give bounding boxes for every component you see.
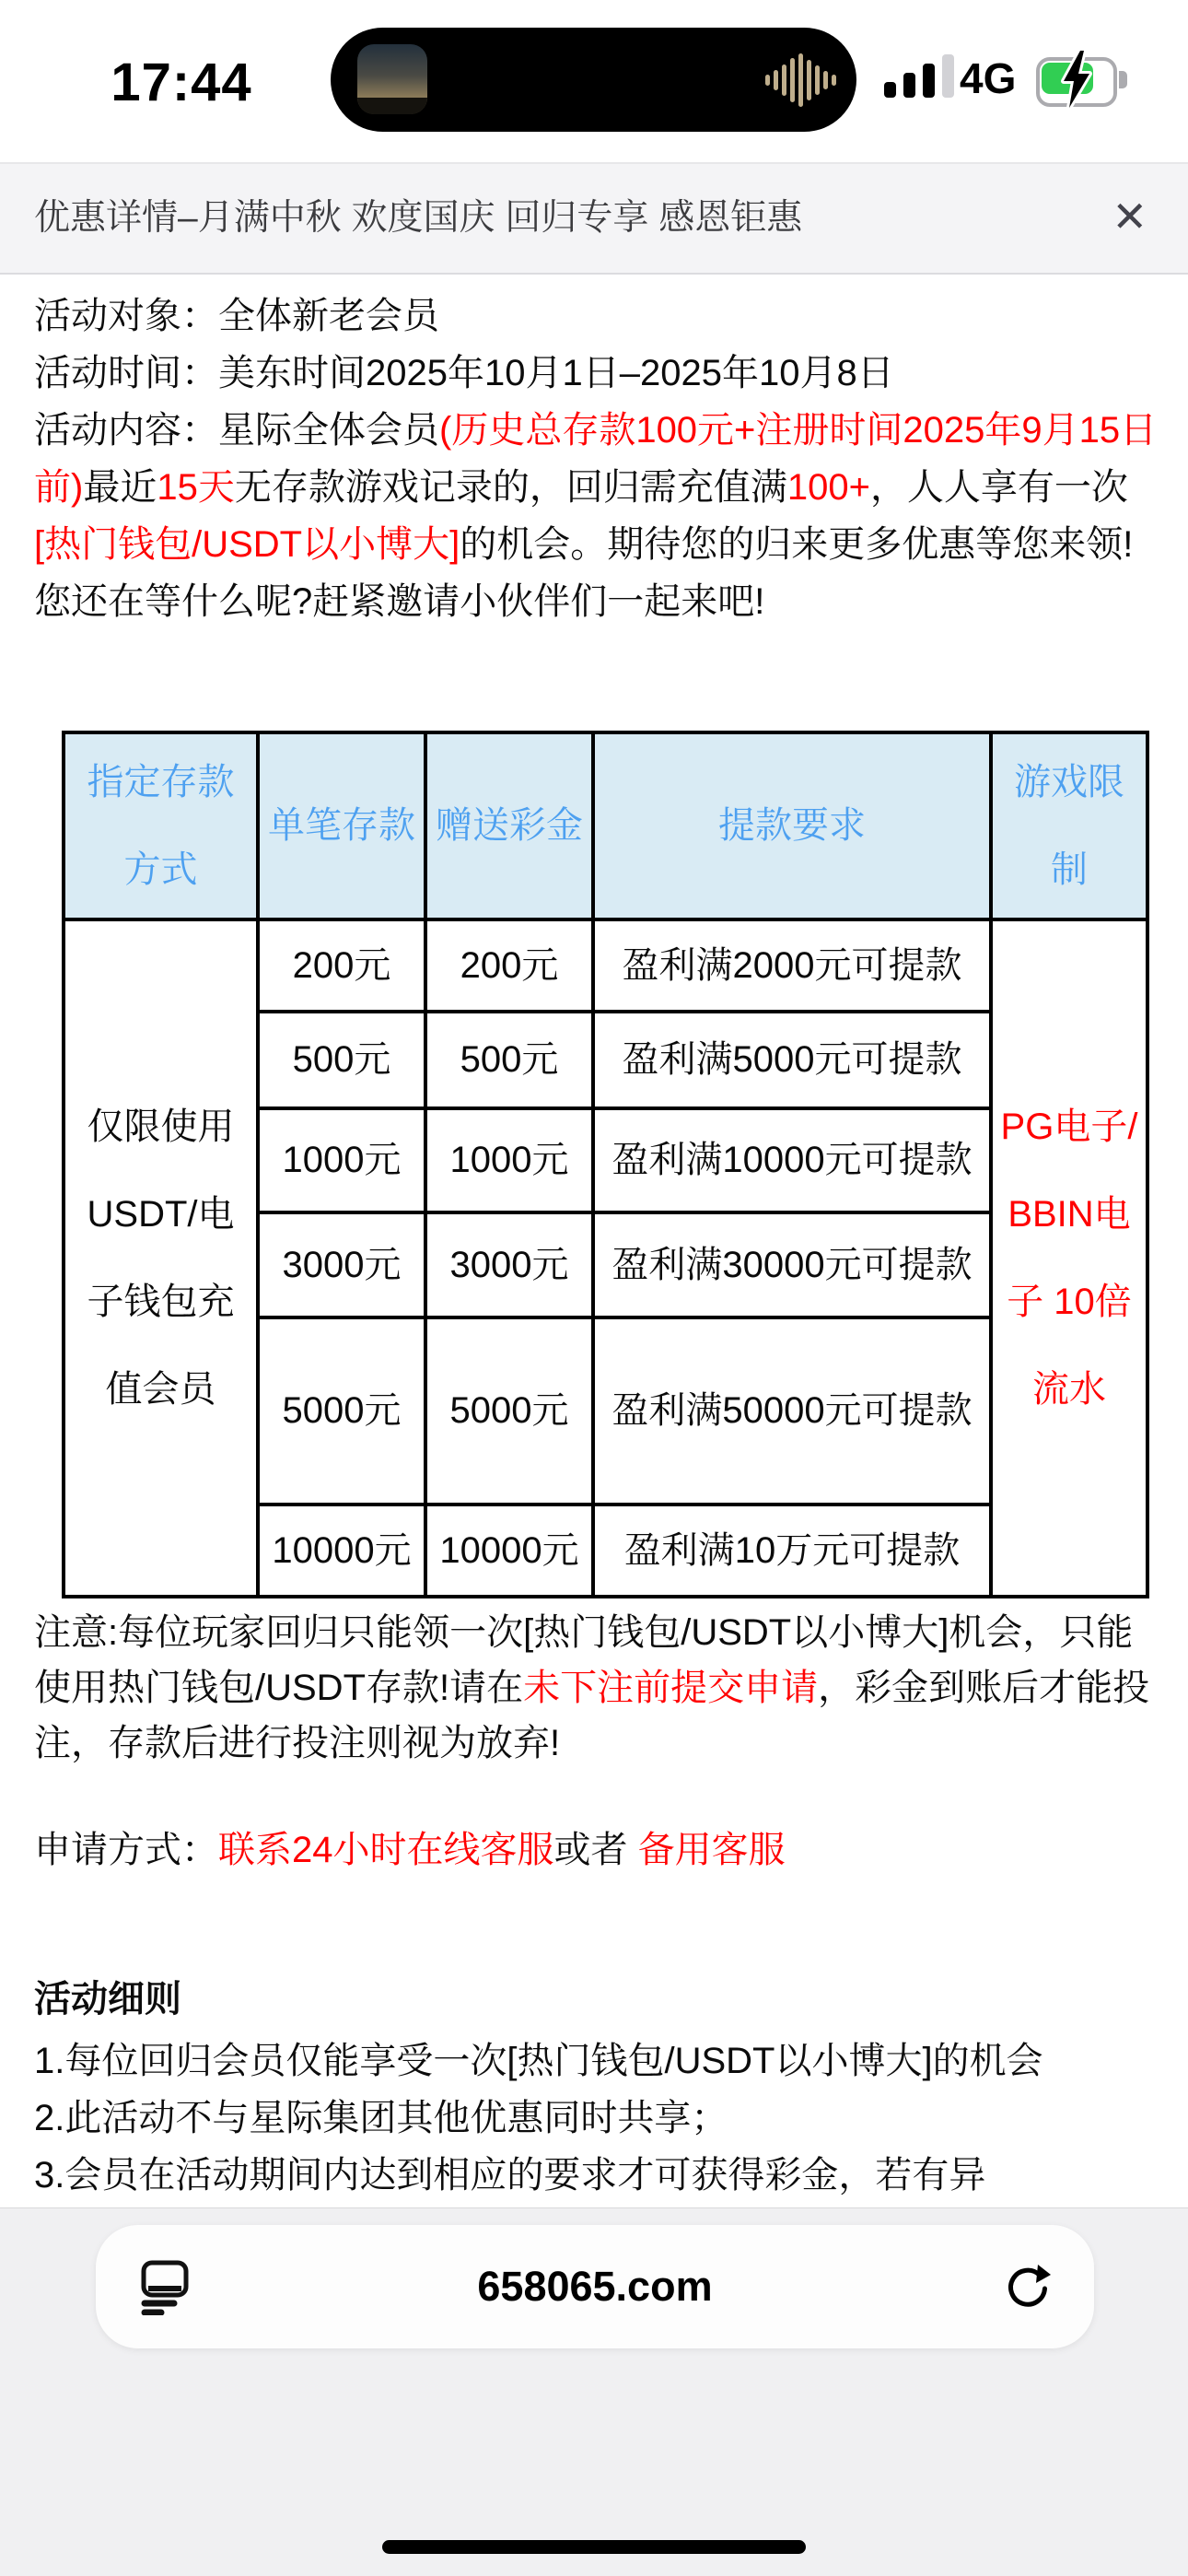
col-header-payment-method: 指定存款方式 — [64, 732, 258, 919]
rule-item: 2.此活动不与星际集团其他优惠同时共享； — [34, 2098, 728, 2138]
payment-scope-cell: 仅限使用USDT/电子钱包充值会员 — [64, 919, 258, 1597]
withdraw-cell: 盈利满10000元可提款 — [593, 1108, 991, 1212]
col-header-single-deposit: 单笔存款 — [258, 732, 425, 919]
bonus-cell: 10000元 — [425, 1505, 593, 1597]
col-header-bonus: 赠送彩金 — [425, 732, 593, 919]
table-header-row — [64, 732, 1147, 919]
deposit-bonus-table — [62, 731, 1149, 1598]
promo-content — [0, 275, 1188, 2207]
rules-heading: 活动细则 — [34, 1979, 181, 2020]
home-indicator[interactable] — [382, 2540, 806, 2554]
now-playing-album-art — [357, 44, 427, 114]
withdraw-cell: 盈利满30000元可提款 — [593, 1212, 991, 1317]
withdraw-cell: 盈利满2000元可提款 — [593, 919, 991, 1012]
address-bar[interactable] — [96, 2225, 1094, 2348]
url-text: 658065.com — [477, 2263, 713, 2310]
rules-list — [34, 2032, 1158, 2204]
close-icon[interactable]: ✕ — [1112, 193, 1147, 240]
game-limit-cell: PG电子/ BBIN电子 10倍流水 — [991, 919, 1147, 1597]
bonus-cell: 200元 — [425, 919, 593, 1012]
table-row — [64, 919, 1147, 1012]
deposit-cell: 5000元 — [258, 1317, 425, 1505]
bonus-cell: 500元 — [425, 1012, 593, 1108]
rule-item: 1.每位回归会员仅能享受一次[热门钱包/USDT以小博大]的机会 — [34, 2041, 1043, 2081]
deposit-cell: 3000元 — [258, 1212, 425, 1317]
reload-icon[interactable] — [1002, 2260, 1055, 2313]
withdraw-cell: 盈利满5000元可提款 — [593, 1012, 991, 1108]
status-bar — [0, 0, 1188, 162]
note-paragraph: 注意:每位玩家回归只能领一次[热门钱包/USDT以小博大]机会，只能使用热门钱包/USDT存款!请在未下注前提交申请，彩金到账后才能投注，存款后进行投注则视为放弃! — [34, 1612, 1150, 1763]
deposit-cell: 10000元 — [258, 1505, 425, 1597]
promo-modal-header — [0, 162, 1188, 275]
bonus-cell: 3000元 — [425, 1212, 593, 1317]
promo-info — [34, 287, 1158, 630]
col-header-withdraw-requirement: 提款要求 — [593, 732, 991, 919]
deposit-cell: 1000元 — [258, 1108, 425, 1212]
time-line: 活动时间：美东时间2025年10月1日–2025年10月8日 — [34, 353, 894, 393]
battery-charging-icon — [1036, 57, 1128, 101]
withdraw-cell: 盈利满10万元可提款 — [593, 1505, 991, 1597]
audio-waveform-icon — [765, 28, 836, 132]
audience-line: 活动对象：全体新老会员 — [34, 296, 439, 336]
page-title: 优惠详情–月满中秋 欢度国庆 回归专享 感恩钜惠 — [34, 198, 803, 238]
bonus-cell: 1000元 — [425, 1108, 593, 1212]
withdraw-cell: 盈利满50000元可提款 — [593, 1317, 991, 1505]
content-paragraph: 活动内容：星际全体会员(历史总存款100元+注册时间2025年9月15日前)最近15天无存款游戏记录的，回归需充值满100+，人人享有一次[热门钱包/USDT以小博大]的机会。期待您的归来更多优惠等您来领!您还在等什么呢?赶紧邀请小伙伴们一起来吧! — [34, 410, 1158, 622]
deposit-cell: 200元 — [258, 919, 425, 1012]
clock: 17:44 — [111, 53, 252, 112]
lightning-bolt-icon — [1056, 48, 1097, 111]
apply-method-line: 申请方式：联系24小时在线客服或者 备用客服 — [34, 1830, 786, 1870]
rule-item: 3.会员在活动期间内达到相应的要求才可获得彩金，若有异 — [34, 2155, 986, 2195]
safari-bottom-bar — [0, 2207, 1188, 2576]
dynamic-island[interactable] — [331, 28, 856, 132]
bonus-cell: 5000元 — [425, 1317, 593, 1505]
network-type-label: 4G — [960, 54, 1017, 102]
deposit-cell: 500元 — [258, 1012, 425, 1108]
col-header-game-limit: 游戏限制 — [991, 732, 1147, 919]
cellular-signal-icon — [884, 53, 958, 98]
